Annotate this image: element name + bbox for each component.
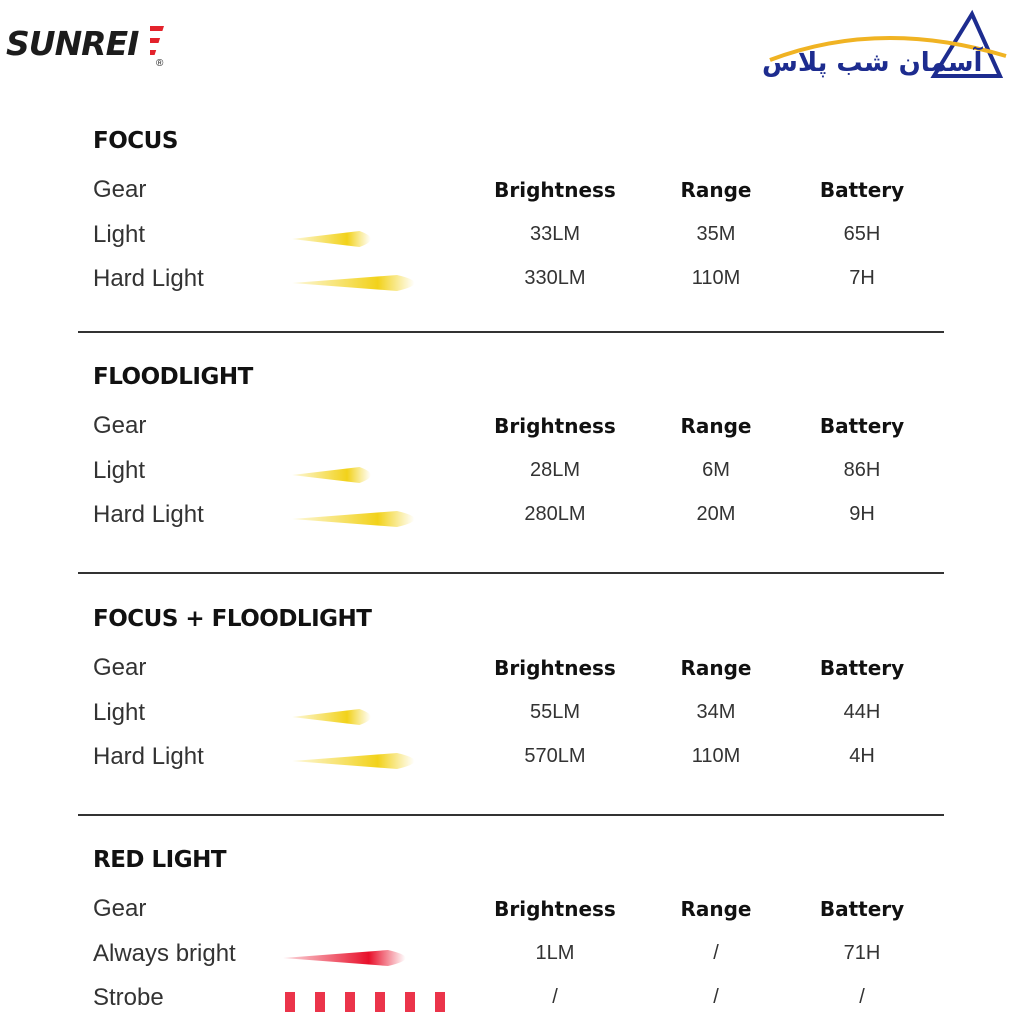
range-value: 6M xyxy=(702,459,730,481)
brand-arabic-text: آسمان شب پلاس xyxy=(762,48,983,78)
table-row xyxy=(78,699,944,733)
gear-label: Gear xyxy=(93,895,147,922)
battery-value: 71H xyxy=(843,942,881,964)
battery-value: 86H xyxy=(843,459,881,481)
range-value: 110M xyxy=(691,745,741,767)
brightness-header: Brightness xyxy=(494,414,616,438)
brightness-header: Brightness xyxy=(494,656,616,680)
table-row xyxy=(78,743,944,777)
range-header: Range xyxy=(680,414,752,438)
mode-label: Hard Light xyxy=(93,743,204,770)
section-title: FOCUS + FLOODLIGHT xyxy=(93,606,372,632)
brightness-header: Brightness xyxy=(494,897,616,921)
battery-value: 65H xyxy=(843,223,881,245)
battery-header: Battery xyxy=(819,414,905,438)
table-header-row xyxy=(78,654,944,688)
range-value: 20M xyxy=(696,503,736,525)
brightness-value: 570LM xyxy=(524,745,586,767)
yellow-beam-icon xyxy=(292,751,432,771)
range-header: Range xyxy=(680,656,752,680)
sunrei-logo: SUNREI xyxy=(6,24,139,63)
range-value: 35M xyxy=(696,223,736,245)
yellow-beam-icon xyxy=(292,465,382,485)
mode-label: Hard Light xyxy=(93,265,204,292)
registered-mark: ® xyxy=(156,58,164,69)
yellow-beam-icon xyxy=(292,273,432,293)
brightness-value: 1LM xyxy=(535,942,575,964)
battery-header: Battery xyxy=(819,656,905,680)
table-header-row xyxy=(78,895,944,929)
table-header-row xyxy=(78,412,944,446)
table-row xyxy=(78,457,944,491)
brightness-value: / xyxy=(552,986,558,1008)
range-header: Range xyxy=(680,897,752,921)
mode-section xyxy=(78,847,944,1027)
brightness-value: 55LM xyxy=(529,701,581,723)
battery-value: 4H xyxy=(849,745,875,767)
mode-label: Light xyxy=(93,221,146,248)
section-divider xyxy=(78,331,944,333)
section-divider xyxy=(78,814,944,816)
mode-label: Always bright xyxy=(93,940,236,967)
brightness-value: 33LM xyxy=(529,223,581,245)
battery-value: 44H xyxy=(843,701,881,723)
mode-section xyxy=(78,364,944,544)
table-row xyxy=(78,221,944,255)
battery-value: 9H xyxy=(849,503,875,525)
table-row xyxy=(78,984,944,1018)
battery-value: 7H xyxy=(849,267,875,289)
gear-label: Gear xyxy=(93,654,147,681)
mode-section xyxy=(78,128,944,308)
battery-header: Battery xyxy=(819,897,905,921)
section-divider xyxy=(78,572,944,574)
section-title: FLOODLIGHT xyxy=(93,364,253,390)
logo-signal-icon xyxy=(150,26,166,60)
table-row xyxy=(78,501,944,535)
battery-header: Battery xyxy=(819,178,905,202)
table-row xyxy=(78,265,944,299)
mode-label: Light xyxy=(93,699,146,726)
battery-value: / xyxy=(859,986,865,1008)
mode-section xyxy=(78,606,944,786)
table-row xyxy=(78,940,944,974)
range-value: 110M xyxy=(691,267,741,289)
yellow-beam-icon xyxy=(292,229,382,249)
yellow-beam-icon xyxy=(292,509,432,529)
brightness-value: 280LM xyxy=(524,503,586,525)
gear-label: Gear xyxy=(93,412,147,439)
range-value: / xyxy=(713,942,719,964)
yellow-beam-icon xyxy=(292,707,382,727)
brightness-value: 330LM xyxy=(524,267,586,289)
gear-label: Gear xyxy=(93,176,147,203)
section-title: FOCUS xyxy=(93,128,178,154)
strobe-beam-icon xyxy=(283,992,453,1012)
red-beam-icon xyxy=(283,948,423,968)
brightness-value: 28LM xyxy=(529,459,581,481)
range-value: 34M xyxy=(696,701,736,723)
mode-label: Strobe xyxy=(93,984,164,1011)
mode-label: Light xyxy=(93,457,146,484)
section-title: RED LIGHT xyxy=(93,847,227,873)
range-header: Range xyxy=(680,178,752,202)
table-header-row xyxy=(78,176,944,210)
brightness-header: Brightness xyxy=(494,178,616,202)
mode-label: Hard Light xyxy=(93,501,204,528)
range-value: / xyxy=(713,986,719,1008)
